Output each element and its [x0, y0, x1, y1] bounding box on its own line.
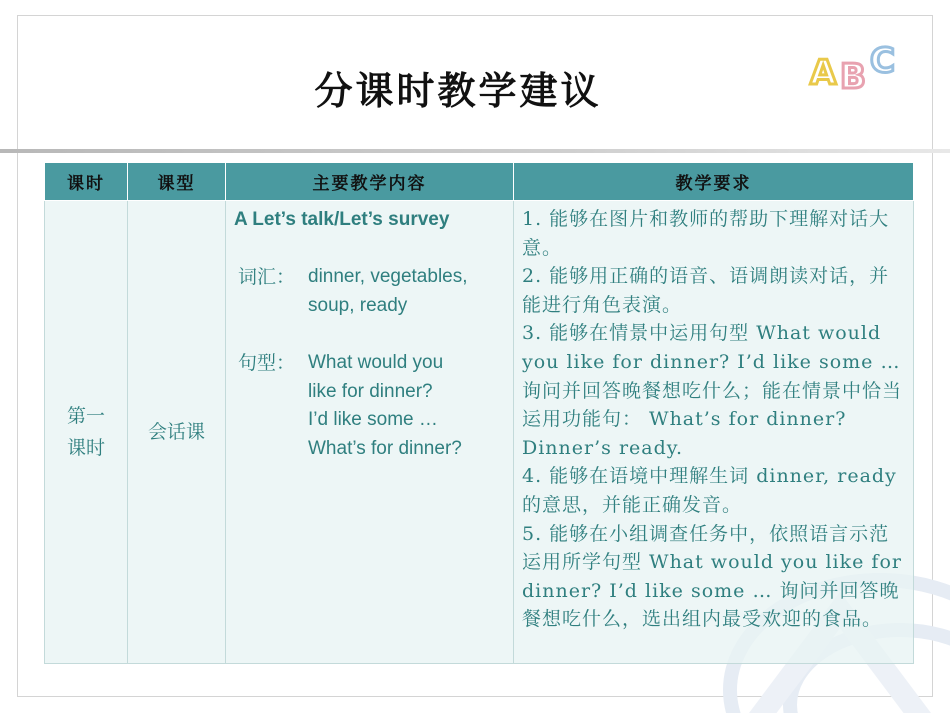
period-line-1: 第一 — [66, 405, 105, 427]
cell-content — [226, 201, 514, 664]
vocab-line-1: dinner, vegetables, — [308, 266, 468, 288]
requirement-item: 1. 能够在图片和教师的帮助下理解对话大意。 — [522, 208, 890, 259]
requirement-item: 2. 能够用正确的语音、语调朗读对话，并能进行角色表演。 — [522, 265, 890, 316]
vocab-block — [234, 263, 505, 320]
requirement-item: 3. 能够在情景中运用句型 What would you like for dinner? I’d like some … 询问并回答晚餐想吃什么；能在情景中恰当运用功能句： What’s for dinner? Dinner’s ready. — [522, 322, 903, 459]
header-period: 课时 — [45, 163, 128, 201]
lesson-type: 会话课 — [147, 421, 205, 443]
logo-letter-c: C — [870, 41, 895, 81]
period-line-2: 课时 — [66, 437, 105, 459]
cell-type — [128, 201, 226, 664]
requirement-item: 4. 能够在语境中理解生词 dinner, ready 的意思，并能正确发音。 — [522, 465, 897, 516]
pattern-label: 句型： — [238, 351, 296, 374]
cell-period — [45, 201, 128, 664]
vocab-line-2: soup, ready — [308, 294, 408, 316]
page-title: 分课时教学建议 — [314, 68, 602, 113]
requirement-item: 5. 能够在小组调查任务中，依照语言示范运用所学句型 What would you like for dinner? I’d like some … 询问并回答晚餐想吃什么，选出组内最受欢迎的食品。 — [522, 522, 902, 631]
lesson-title: A Let’s talk/Let’s survey — [234, 209, 450, 230]
cell-requirements — [514, 201, 914, 664]
header-content: 主要教学内容 — [226, 163, 514, 201]
abc-logo-icon — [808, 32, 908, 96]
pattern-line-2: like for dinner? — [308, 380, 433, 402]
pattern-line-1: What would you — [308, 351, 444, 373]
pattern-line-4: What’s for dinner? — [308, 437, 462, 459]
pattern-line-3: I’d like some … — [308, 409, 438, 431]
lesson-plan-table — [44, 162, 914, 664]
table-row — [45, 201, 914, 664]
header-requirements: 教学要求 — [514, 163, 914, 201]
pattern-block — [234, 349, 505, 463]
header-type: 课型 — [128, 163, 226, 201]
logo-letter-b: B — [840, 57, 866, 96]
table-header-row — [45, 163, 914, 201]
title-divider — [0, 149, 950, 153]
logo-letter-a: A — [810, 53, 837, 93]
vocab-label: 词汇： — [238, 266, 296, 289]
